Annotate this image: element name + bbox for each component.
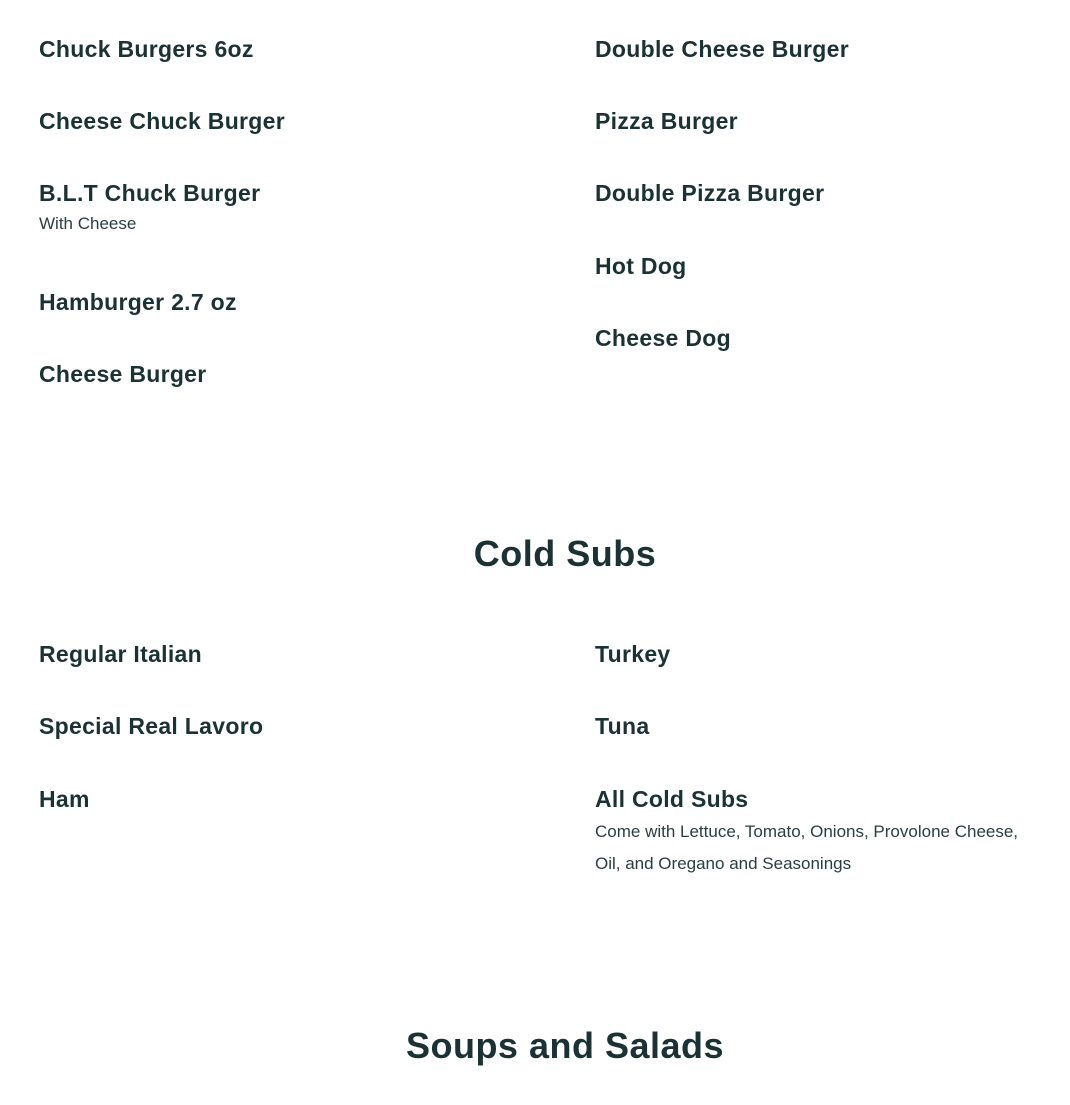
menu-item-name: Cheese Chuck Burger	[39, 108, 285, 134]
menu-item-name: Hot Dog	[595, 253, 687, 279]
menu-item	[39, 713, 539, 739]
menu-item	[595, 180, 1035, 206]
menu-item-name: Regular Italian	[39, 641, 202, 667]
menu-item-name: Special Real Lavoro	[39, 713, 264, 739]
menu-item	[39, 108, 539, 134]
menu-item-name: Turkey	[595, 641, 671, 667]
menu-item-name: Hamburger 2.7 oz	[39, 289, 237, 315]
menu-item-name: Double Cheese Burger	[595, 36, 849, 62]
menu-item	[595, 108, 1035, 134]
menu-item	[39, 786, 539, 812]
cold-subs-heading: Cold Subs	[473, 533, 657, 574]
menu-item	[595, 36, 1035, 62]
menu-item-name: Pizza Burger	[595, 108, 738, 134]
menu-item-description: Come with Lettuce, Tomato, Onions, Provolone Cheese, Oil, and Oregano and Seasonings	[595, 822, 1019, 873]
menu-item-name: Ham	[39, 786, 90, 812]
menu-item	[595, 786, 1035, 880]
menu-item-name: Cheese Burger	[39, 361, 207, 387]
menu-item-name: Double Pizza Burger	[595, 180, 825, 206]
menu-item	[39, 36, 539, 62]
menu-item-name: B.L.T Chuck Burger	[39, 180, 261, 206]
menu-item	[595, 253, 1035, 279]
menu-item	[39, 641, 539, 667]
menu-item-name: All Cold Subs	[595, 786, 749, 812]
soups-salads-heading: Soups and Salads	[405, 1025, 725, 1066]
menu-item	[39, 361, 539, 387]
menu-item	[595, 641, 1035, 667]
menu-item-name: Tuna	[595, 713, 650, 739]
menu-item-description: With Cheese	[39, 214, 137, 233]
menu-item	[39, 289, 539, 315]
menu-item-name: Chuck Burgers 6oz	[39, 36, 254, 62]
menu-item	[595, 713, 1035, 739]
menu-item	[39, 180, 539, 240]
menu-item-name: Cheese Dog	[595, 325, 731, 351]
menu-item	[595, 325, 1035, 351]
